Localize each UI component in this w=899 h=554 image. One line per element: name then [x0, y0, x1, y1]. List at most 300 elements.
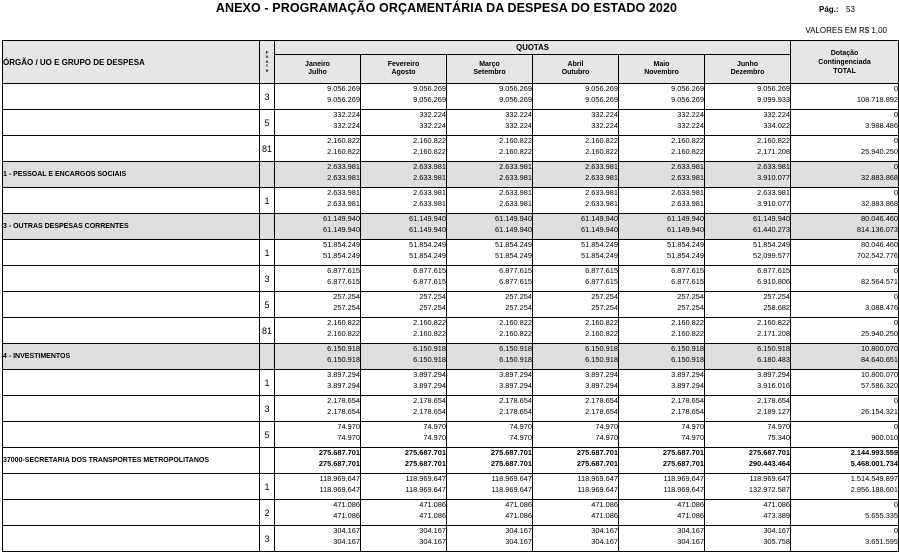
cell-value: 80.046.460: [861, 214, 899, 223]
cell-quota: [533, 396, 619, 422]
cell-quota: [619, 526, 705, 552]
cell-value: 2.171.208: [757, 146, 791, 156]
cell-quota: [275, 422, 361, 448]
cell-value: 0: [893, 396, 899, 405]
cell-value: 257.254: [591, 302, 618, 312]
cell-value: 6.150.918: [327, 344, 360, 353]
table-row: [3, 84, 899, 110]
cell-value: 0: [893, 110, 899, 119]
row-label: [3, 84, 260, 110]
cell-quota: [275, 500, 361, 526]
table-row: [3, 292, 899, 318]
cell-value: 2.633.981: [327, 172, 360, 182]
cell-quota: [705, 448, 791, 474]
cell-value: 471.086: [591, 500, 618, 509]
cell-quota: [275, 110, 361, 136]
cell-value: 108.718.892: [856, 94, 899, 104]
cell-value: 9.056.269: [585, 94, 618, 104]
cell-value: 3.088.476: [865, 302, 899, 312]
cell-quota: [275, 526, 361, 552]
cell-quota: [619, 500, 705, 526]
header-month-3: [447, 55, 533, 84]
cell-value: 6.910.806: [757, 276, 791, 286]
cell-value: 275.687.701: [576, 448, 618, 457]
cell-quota: [361, 474, 447, 500]
row-fonte: 5: [260, 422, 275, 448]
cell-dotacao: [791, 292, 899, 318]
cell-value: 9.056.269: [585, 84, 618, 93]
cell-value: 2.633.981: [585, 172, 618, 182]
cell-quota: [447, 136, 533, 162]
cell-value: 51.854.249: [323, 250, 360, 260]
cell-value: 2.160.822: [499, 136, 532, 145]
cell-value: 2.178.654: [499, 406, 532, 416]
cell-value: 25.940.250: [861, 328, 899, 338]
cell-value: 61.149.940: [667, 214, 704, 223]
cell-quota: [619, 188, 705, 214]
cell-quota: [275, 396, 361, 422]
cell-quota: [275, 136, 361, 162]
cell-value: 0: [893, 526, 899, 535]
cell-value: 257.254: [677, 302, 704, 312]
cell-value: 6.150.918: [413, 354, 446, 364]
cell-value: 118.969.647: [491, 484, 532, 494]
cell-value: 0: [893, 84, 899, 93]
header-month-1: [275, 55, 361, 84]
cell-value: 6.877.615: [499, 276, 532, 286]
cell-value: 257.254: [505, 292, 532, 301]
cell-quota: [619, 162, 705, 188]
cell-value: 471.086: [677, 500, 704, 509]
cell-quota: [361, 318, 447, 344]
month-name: Fevereiro: [387, 61, 420, 68]
cell-value: 118.969.647: [319, 484, 360, 494]
header-quotas: QUOTAS: [275, 41, 791, 55]
cell-value: 2.178.654: [327, 406, 360, 416]
cell-quota: [361, 240, 447, 266]
cell-value: 304.167: [505, 536, 532, 546]
table-row: [3, 526, 899, 552]
cell-value: 2.160.822: [671, 146, 704, 156]
cell-quota: [447, 344, 533, 370]
cell-value: 275.687.701: [576, 458, 618, 468]
cell-quota: [275, 84, 361, 110]
table-row: [3, 422, 899, 448]
cell-value: 6.877.615: [757, 266, 791, 275]
cell-value: 132.972.587: [748, 484, 791, 494]
cell-value: 6.877.615: [327, 276, 360, 286]
header-fonte: F o n t e: [260, 41, 275, 84]
cell-quota: [361, 370, 447, 396]
cell-quota: [619, 448, 705, 474]
cell-value: 2.633.981: [327, 198, 360, 208]
cell-quota: [447, 396, 533, 422]
table-row: [3, 370, 899, 396]
cell-value: 6.877.615: [499, 266, 532, 275]
cell-value: 9.056.269: [671, 84, 704, 93]
cell-dotacao: [791, 84, 899, 110]
cell-value: 2.633.981: [585, 198, 618, 208]
cell-value: 51.854.249: [495, 240, 532, 249]
cell-value: 471.086: [505, 510, 532, 520]
cell-value: 74.970: [509, 432, 532, 442]
table-row: [3, 344, 899, 370]
cell-value: 74.970: [509, 422, 532, 431]
cell-value: 9.056.269: [327, 84, 360, 93]
header-month-4: [533, 55, 619, 84]
cell-value: 2.160.822: [757, 318, 791, 327]
cell-quota: [447, 370, 533, 396]
cell-quota: [275, 214, 361, 240]
cell-value: 2.633.981: [757, 188, 791, 197]
cell-value: 0: [893, 266, 899, 275]
cell-value: 304.167: [505, 526, 532, 535]
row-label: [3, 266, 260, 292]
cell-quota: [361, 292, 447, 318]
cell-value: 332.224: [419, 120, 446, 130]
table-row: [3, 500, 899, 526]
header-month-5: [619, 55, 705, 84]
cell-value: 6.150.918: [671, 344, 704, 353]
cell-dotacao: [791, 318, 899, 344]
cell-value: 3.916.016: [757, 380, 791, 390]
cell-value: 2.189.127: [757, 406, 791, 416]
cell-value: 257.254: [591, 292, 618, 301]
header-dotacao: [791, 41, 899, 84]
cell-value: 2.160.822: [499, 318, 532, 327]
cell-value: 6.877.615: [585, 266, 618, 275]
cell-value: 2.178.654: [757, 396, 791, 405]
cell-value: 2.160.822: [413, 136, 446, 145]
cell-value: 118.969.647: [405, 474, 446, 483]
row-label: [3, 500, 260, 526]
cell-value: 471.086: [591, 510, 618, 520]
cell-value: 471.086: [333, 500, 360, 509]
cell-value: 2.633.981: [499, 188, 532, 197]
cell-value: 2.633.981: [499, 172, 532, 182]
cell-value: 814.136.073: [856, 224, 899, 234]
cell-value: 332.224: [591, 120, 618, 130]
cell-quota: [533, 422, 619, 448]
row-label: [3, 240, 260, 266]
row-label: [3, 422, 260, 448]
row-fonte: 3: [260, 396, 275, 422]
cell-value: 2.178.654: [327, 396, 360, 405]
cell-value: 471.086: [333, 510, 360, 520]
cell-value: 275.687.701: [490, 448, 532, 457]
cell-value: 61.440.273: [753, 224, 791, 234]
cell-dotacao: [791, 344, 899, 370]
cell-quota: [705, 396, 791, 422]
cell-value: 332.224: [505, 120, 532, 130]
cell-dotacao: [791, 422, 899, 448]
cell-value: 3.897.294: [585, 380, 618, 390]
cell-value: 332.224: [333, 120, 360, 130]
cell-value: 2.633.981: [585, 188, 618, 197]
cell-value: 2.160.822: [585, 328, 618, 338]
month-name: Janeiro: [305, 61, 330, 68]
cell-value: 2.160.822: [413, 146, 446, 156]
cell-quota: [275, 344, 361, 370]
month-name: Setembro: [473, 69, 506, 76]
cell-quota: [705, 526, 791, 552]
cell-quota: [275, 448, 361, 474]
cell-value: 275.687.701: [490, 458, 532, 468]
cell-value: 3.651.595: [865, 536, 899, 546]
cell-value: 51.854.249: [667, 240, 704, 249]
cell-quota: [619, 422, 705, 448]
cell-value: 304.167: [333, 536, 360, 546]
cell-quota: [619, 318, 705, 344]
cell-dotacao: [791, 162, 899, 188]
row-label: [3, 318, 260, 344]
cell-value: 9.056.269: [671, 94, 704, 104]
cell-value: 118.969.647: [577, 474, 618, 483]
row-fonte: 1: [260, 370, 275, 396]
cell-dotacao: [791, 474, 899, 500]
cell-value: 118.969.647: [663, 474, 704, 483]
cell-quota: [619, 344, 705, 370]
cell-quota: [705, 136, 791, 162]
cell-value: 334.022: [763, 120, 791, 130]
cell-value: 6.150.918: [413, 344, 446, 353]
cell-value: 74.970: [337, 432, 360, 442]
cell-value: 61.149.940: [495, 214, 532, 223]
month-name: Outubro: [561, 69, 590, 76]
cell-quota: [533, 318, 619, 344]
cell-value: 332.224: [763, 110, 791, 119]
cell-value: 52.099.577: [753, 250, 791, 260]
table-row: [3, 136, 899, 162]
cell-value: 3.897.294: [327, 370, 360, 379]
cell-value: 304.167: [333, 526, 360, 535]
cell-value: 9.099.933: [757, 94, 791, 104]
cell-quota: [619, 292, 705, 318]
cell-value: 3.897.294: [413, 380, 446, 390]
cell-quota: [447, 266, 533, 292]
cell-value: 304.167: [419, 526, 446, 535]
cell-value: 9.056.269: [413, 84, 446, 93]
cell-quota: [619, 214, 705, 240]
header-dotacao-line3: TOTAL: [833, 67, 856, 75]
cell-value: 2.633.981: [671, 198, 704, 208]
cell-value: 61.149.940: [581, 214, 618, 223]
header-month-6: [705, 55, 791, 84]
cell-value: 74.970: [423, 432, 446, 442]
cell-value: 3.910.077: [757, 172, 791, 182]
cell-quota: [447, 318, 533, 344]
cell-value: 118.969.647: [405, 484, 446, 494]
cell-quota: [275, 292, 361, 318]
row-fonte: [260, 162, 275, 188]
cell-value: 2.160.822: [585, 318, 618, 327]
row-label: [3, 526, 260, 552]
cell-value: 257.254: [505, 302, 532, 312]
cell-value: 5.468.001.734: [850, 458, 899, 468]
cell-quota: [447, 292, 533, 318]
cell-quota: [533, 110, 619, 136]
row-fonte: 2: [260, 500, 275, 526]
cell-value: 51.854.249: [409, 240, 446, 249]
cell-quota: [705, 292, 791, 318]
cell-value: 304.167: [591, 526, 618, 535]
cell-value: 2.160.822: [413, 328, 446, 338]
month-name: Novembro: [644, 69, 679, 76]
cell-value: 118.969.647: [491, 474, 532, 483]
cell-value: 32.883.868: [861, 198, 899, 208]
cell-value: 304.167: [677, 526, 704, 535]
cell-quota: [447, 188, 533, 214]
month-name: Maio: [653, 61, 670, 68]
row-fonte: [260, 344, 275, 370]
cell-quota: [705, 162, 791, 188]
cell-quota: [447, 500, 533, 526]
cell-value: 74.970: [767, 422, 791, 431]
cell-value: 2.633.981: [671, 188, 704, 197]
cell-quota: [533, 84, 619, 110]
month-name: Julho: [308, 69, 327, 76]
cell-quota: [361, 214, 447, 240]
cell-quota: [619, 396, 705, 422]
cell-quota: [447, 240, 533, 266]
table-row: [3, 162, 899, 188]
cell-value: 275.687.701: [318, 458, 360, 468]
cell-quota: [619, 370, 705, 396]
cell-quota: [447, 422, 533, 448]
cell-quota: [705, 84, 791, 110]
cell-value: 2.144.993.559: [850, 448, 899, 457]
table-row: [3, 214, 899, 240]
cell-value: 6.150.918: [499, 344, 532, 353]
cell-value: 275.687.701: [748, 448, 791, 457]
cell-quota: [447, 474, 533, 500]
cell-value: 2.160.822: [499, 146, 532, 156]
cell-value: 51.854.249: [409, 250, 446, 260]
cell-quota: [533, 188, 619, 214]
cell-value: 2.633.981: [413, 188, 446, 197]
row-fonte: [260, 448, 275, 474]
cell-quota: [705, 266, 791, 292]
cell-dotacao: [791, 214, 899, 240]
row-label: 3 - OUTRAS DESPESAS CORRENTES: [3, 214, 260, 240]
cell-quota: [361, 526, 447, 552]
cell-value: 2.633.981: [499, 162, 532, 171]
cell-value: 0: [893, 318, 899, 327]
cell-value: 1.514.549.897: [850, 474, 899, 483]
page-number: 53: [846, 5, 855, 14]
cell-quota: [619, 136, 705, 162]
cell-quota: [619, 474, 705, 500]
cell-value: 51.854.249: [753, 240, 791, 249]
cell-dotacao: [791, 370, 899, 396]
row-fonte: 3: [260, 266, 275, 292]
cell-value: 2.633.981: [327, 162, 360, 171]
cell-value: 275.687.701: [404, 448, 446, 457]
cell-value: 3.988.486: [865, 120, 899, 130]
cell-value: 290.443.464: [748, 458, 791, 468]
table-row: [3, 240, 899, 266]
cell-quota: [619, 266, 705, 292]
cell-value: 10.800.070: [861, 344, 899, 353]
cell-value: 25.940.250: [861, 146, 899, 156]
cell-value: 2.633.981: [327, 188, 360, 197]
cell-value: 84.640.651: [861, 354, 899, 364]
row-label: 1 - PESSOAL E ENCARGOS SOCIAIS: [3, 162, 260, 188]
cell-quota: [275, 266, 361, 292]
table-row: [3, 318, 899, 344]
cell-quota: [447, 448, 533, 474]
cell-quota: [619, 110, 705, 136]
header-month-2: [361, 55, 447, 84]
cell-value: 61.149.940: [667, 224, 704, 234]
cell-quota: [533, 474, 619, 500]
table-row: [3, 396, 899, 422]
row-label: [3, 474, 260, 500]
cell-value: 74.970: [595, 432, 618, 442]
cell-quota: [705, 474, 791, 500]
cell-value: 304.167: [591, 536, 618, 546]
cell-value: 118.969.647: [577, 484, 618, 494]
cell-quota: [705, 318, 791, 344]
cell-value: 473.389: [763, 510, 791, 520]
cell-value: 2.160.822: [671, 318, 704, 327]
row-fonte: 5: [260, 292, 275, 318]
cell-value: 2.160.822: [327, 318, 360, 327]
cell-value: 2.171.208: [757, 328, 791, 338]
table-row: [3, 448, 899, 474]
cell-quota: [533, 500, 619, 526]
cell-value: 6.180.483: [757, 354, 791, 364]
row-label: [3, 370, 260, 396]
cell-value: 61.149.940: [409, 214, 446, 223]
cell-quota: [275, 240, 361, 266]
cell-quota: [533, 292, 619, 318]
cell-value: 332.224: [591, 110, 618, 119]
cell-quota: [361, 110, 447, 136]
cell-value: 9.056.269: [499, 84, 532, 93]
cell-quota: [361, 396, 447, 422]
cell-value: 5.655.335: [865, 510, 899, 520]
page-label: Pág.:: [819, 5, 839, 14]
cell-value: 2.633.981: [585, 162, 618, 171]
cell-quota: [361, 188, 447, 214]
cell-value: 2.160.822: [499, 328, 532, 338]
cell-quota: [705, 500, 791, 526]
cell-value: 2.633.981: [671, 162, 704, 171]
cell-value: 258.682: [763, 302, 791, 312]
cell-value: 305.758: [763, 536, 791, 546]
header-dotacao-line1: Dotação: [830, 49, 859, 57]
cell-quota: [361, 344, 447, 370]
cell-value: 2.178.654: [499, 396, 532, 405]
cell-value: 9.056.269: [499, 94, 532, 104]
cell-quota: [447, 526, 533, 552]
table-row: [3, 474, 899, 500]
row-label: 37000-SECRETARIA DOS TRANSPORTES METROPOLITANOS: [3, 448, 260, 474]
cell-value: 2.633.981: [413, 172, 446, 182]
cell-value: 332.224: [505, 110, 532, 119]
cell-value: 3.897.294: [757, 370, 791, 379]
cell-value: 2.178.654: [671, 406, 704, 416]
cell-value: 3.897.294: [327, 380, 360, 390]
cell-value: 3.897.294: [499, 370, 532, 379]
cell-value: 51.854.249: [581, 250, 618, 260]
cell-value: 57.586.320: [861, 380, 899, 390]
cell-value: 2.160.822: [585, 136, 618, 145]
header-dotacao-line2: Contingenciada: [818, 58, 871, 66]
cell-value: 2.160.822: [327, 146, 360, 156]
cell-dotacao: [791, 110, 899, 136]
